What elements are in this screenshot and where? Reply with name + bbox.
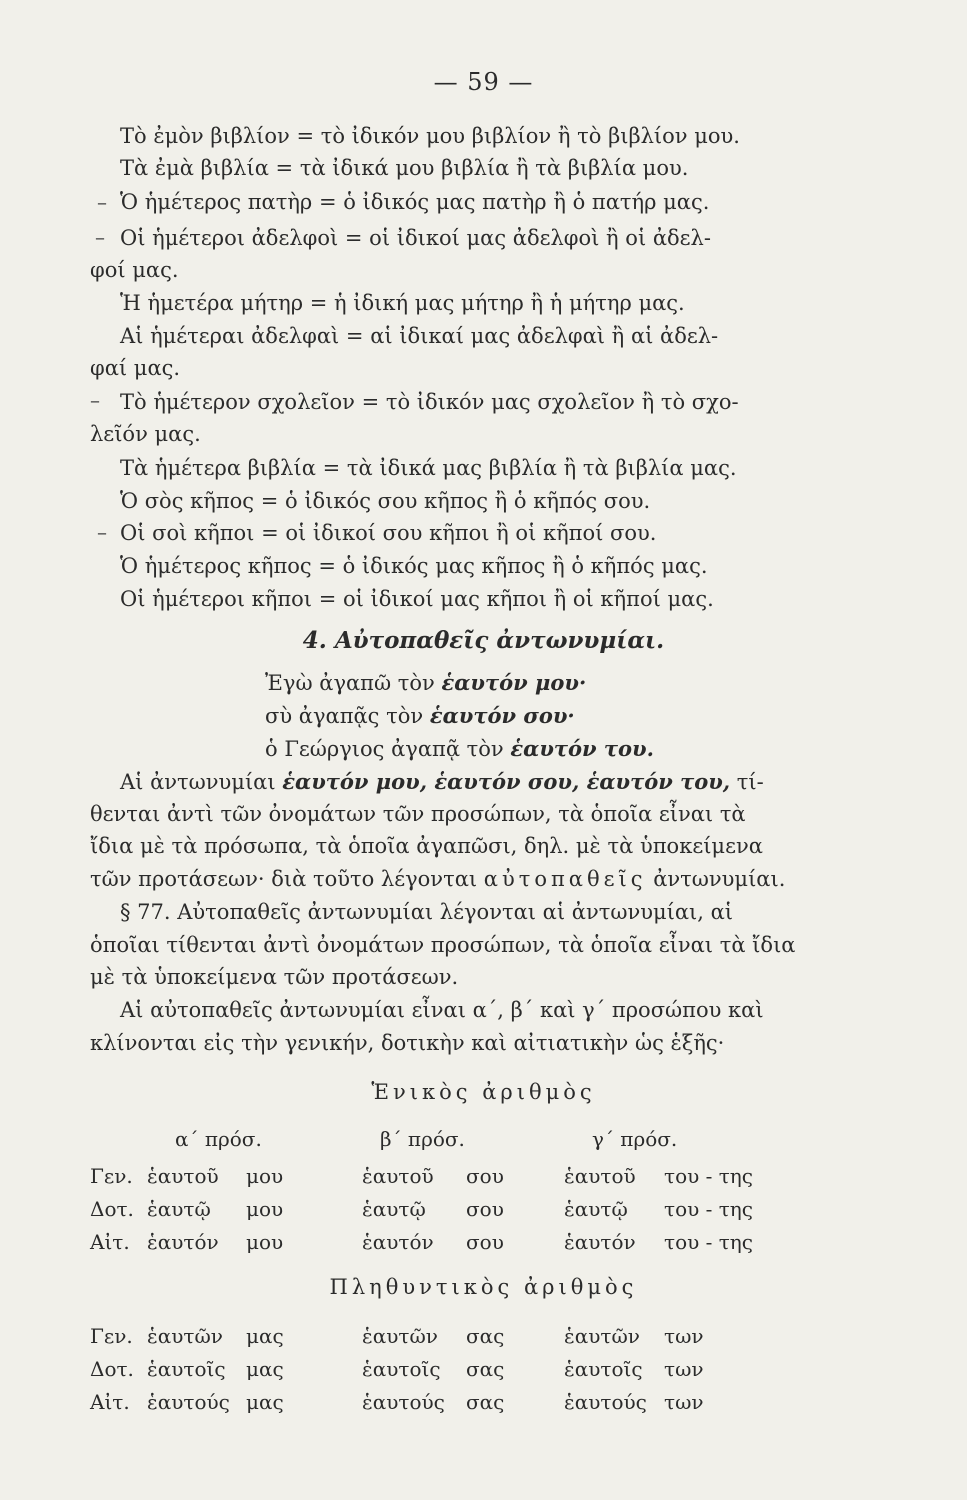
paragraph-line: Αἱ αὐτοπαθεῖς ἀντωνυμίαι εἶναι α΄, β΄ καὶ γ΄ προσώπου καὶ [120, 998, 764, 1022]
possessive-example: Ὁ ἡμέτερος πατὴρ = ὁ ἰδικός μας πατὴρ ἢ ὁ πατήρ μας. [120, 190, 710, 214]
possessive-example: Οἱ σοὶ κῆποι = οἱ ἰδικοί σου κῆποι ἢ οἱ κῆποί σου. [120, 521, 657, 545]
table-cell: σου [466, 1197, 504, 1221]
table-cell: ἑαυτοῦ [147, 1164, 219, 1188]
table-cell: ἑαυτοῦ [362, 1164, 434, 1188]
table-cell: ἑαυτῶν [362, 1324, 438, 1348]
example-emph: ἑαυτόν σου· [429, 703, 575, 728]
table-cell: του - της [664, 1230, 753, 1254]
table-cell: ἑαυτόν [564, 1230, 636, 1254]
reflexive-example [265, 703, 575, 728]
table-cell: ἑαυτοῖς [564, 1357, 643, 1381]
table-cell: μου [246, 1164, 284, 1188]
singular-title: Ἑνικὸς ἀριθμὸς [371, 1080, 596, 1104]
possessive-example: Τὰ ἐμὰ βιβλία = τὰ ἰδικά μου βιβλία ἢ τὰ βιβλία μου. [120, 156, 689, 180]
para-emph: ἑαυτόν μου, ἑαυτόν σου, ἑαυτόν του, [282, 769, 731, 794]
possessive-example: Οἱ ἡμέτεροι κῆποι = οἱ ἰδικοί μας κῆποι ἢ οἱ κῆποί μας. [120, 587, 714, 611]
possessive-example-cont: φοί μας. [90, 258, 179, 282]
reflexive-example [265, 670, 586, 695]
possessive-example: Τὰ ἡμέτερα βιβλία = τὰ ἰδικά μας βιβλία ἢ τὰ βιβλία μας. [120, 456, 737, 480]
table-cell: ἑαυτοῖς [362, 1357, 441, 1381]
table-cell: ἑαυτούς [147, 1390, 230, 1414]
table-cell: σου [466, 1230, 504, 1254]
table-cell: ἑαυτῶν [147, 1324, 223, 1348]
table-cell: Αἰτ. [90, 1230, 130, 1254]
possessive-example: Οἱ ἡμέτεροι ἀδελφοὶ = οἱ ἰδικοί μας ἀδελφοὶ ἢ οἱ ἀδελ- [120, 226, 711, 250]
possessive-example: Ὁ ἡμέτερος κῆπος = ὁ ἰδικός μας κῆπος ἢ ὁ κῆπός μας. [120, 554, 708, 578]
possessive-example: Ἡ ἡμετέρα μήτηρ = ἡ ἰδική μας μήτηρ ἢ ἡ μήτηρ μας. [120, 291, 685, 315]
table-cell: ἑαυτοῖς [147, 1357, 226, 1381]
para-spaced-term: αὐτοπαθεῖς [483, 867, 647, 891]
table-cell: ἑαυτούς [564, 1390, 647, 1414]
table-cell: μου [246, 1230, 284, 1254]
example-emph: ἑαυτόν μου· [441, 670, 587, 695]
table-cell: ἑαυτῷ [362, 1197, 426, 1221]
table-cell: ἑαυτῶν [564, 1324, 640, 1348]
table-cell: σας [466, 1324, 505, 1348]
table-cell: ἑαυτῷ [147, 1197, 211, 1221]
paragraph-line [90, 869, 810, 890]
example-emph: ἑαυτόν του. [510, 736, 654, 761]
person-header: γ΄ πρόσ. [592, 1127, 678, 1151]
paragraph-line: § 77. Αὐτοπαθεῖς ἀντωνυμίαι λέγονται αἱ ἀντωνυμίαι, αἱ [120, 900, 734, 924]
page-number: — 59 — [433, 68, 534, 96]
table-cell: μας [246, 1390, 284, 1414]
table-cell: σας [466, 1357, 505, 1381]
paragraph-line: κλίνονται εἰς τὴν γενικήν, δοτικὴν καὶ αἰτιατικὴν ὡς ἑξῆς· [90, 1031, 725, 1055]
table-cell: ἑαυτῷ [564, 1197, 628, 1221]
table-cell: μας [246, 1324, 284, 1348]
table-cell: των [664, 1357, 704, 1381]
table-cell: σας [466, 1390, 505, 1414]
paragraph-line: ὁποῖαι τίθενται ἀντὶ ὀνομάτων προσώπων, τὰ ὁποῖα εἶναι τὰ ἴδια [90, 933, 796, 957]
para-text: ἀντωνυμίαι. [653, 867, 786, 891]
table-cell: μας [246, 1357, 284, 1381]
possessive-example-cont: φαί μας. [90, 356, 181, 380]
table-cell: Δοτ. [90, 1357, 134, 1381]
person-header: α΄ πρόσ. [175, 1127, 262, 1151]
example-text: ὁ Γεώργιος ἀγαπᾷ τὸν [265, 737, 504, 761]
para-text: τί- [736, 770, 764, 794]
pencil-dash-mark: – [97, 520, 107, 544]
paragraph-line [120, 771, 840, 793]
plural-title: Πληθυντικὸς ἀριθμὸς [329, 1275, 638, 1299]
table-cell: ἑαυτοῦ [564, 1164, 636, 1188]
possessive-example: Τὸ ἡμέτερον σχολεῖον = τὸ ἰδικόν μας σχολεῖον ἢ τὸ σχο- [120, 390, 739, 414]
paragraph-line: μὲ τὰ ὑποκείμενα τῶν προτάσεων. [90, 965, 459, 989]
pencil-dash-mark: – [97, 190, 107, 214]
para-text: Αἱ ἀντωνυμίαι [120, 770, 276, 794]
paragraph-line: θενται ἀντὶ τῶν ὀνομάτων τῶν προσώπων, τὰ ὁποῖα εἶναι τὰ [90, 802, 746, 826]
table-cell: του - της [664, 1197, 753, 1221]
table-cell: Γεν. [90, 1324, 133, 1348]
possessive-example: Αἱ ἡμέτεραι ἀδελφαὶ = αἱ ἰδικαί μας ἀδελφαὶ ἢ αἱ ἀδελ- [120, 324, 719, 348]
person-header: β΄ πρόσ. [380, 1127, 465, 1151]
pencil-dash-mark: – [95, 225, 105, 249]
table-cell: σου [466, 1164, 504, 1188]
table-cell: του - της [664, 1164, 753, 1188]
table-cell: των [664, 1324, 704, 1348]
table-cell: ἑαυτούς [362, 1390, 445, 1414]
table-cell: ἑαυτόν [147, 1230, 219, 1254]
pencil-dash-mark: – [90, 388, 100, 412]
possessive-example: Τὸ ἐμὸν βιβλίον = τὸ ἰδικόν μου βιβλίον ἢ τὸ βιβλίον μου. [120, 124, 740, 148]
paragraph-line: ἴδια μὲ τὰ πρόσωπα, τὰ ὁποῖα ἀγαπῶσι, δηλ. μὲ τὰ ὑποκείμενα [90, 834, 763, 858]
table-cell: των [664, 1390, 704, 1414]
table-cell: Γεν. [90, 1164, 133, 1188]
example-text: Ἐγὼ ἀγαπῶ τὸν [265, 671, 435, 695]
table-cell: Δοτ. [90, 1197, 134, 1221]
table-cell: ἑαυτόν [362, 1230, 434, 1254]
example-text: σὺ ἀγαπᾷς τὸν [265, 704, 424, 728]
reflexive-example [265, 736, 654, 761]
possessive-example-cont: λεῖόν μας. [90, 422, 201, 446]
table-cell: Αἰτ. [90, 1390, 130, 1414]
section-heading: 4. Αὐτοπαθεῖς ἀντωνυμίαι. [302, 627, 665, 654]
table-cell: μου [246, 1197, 284, 1221]
para-text: τῶν προτάσεων· διὰ τοῦτο λέγονται [90, 867, 478, 891]
possessive-example: Ὁ σὸς κῆπος = ὁ ἰδικός σου κῆπος ἢ ὁ κῆπός σου. [120, 489, 651, 513]
